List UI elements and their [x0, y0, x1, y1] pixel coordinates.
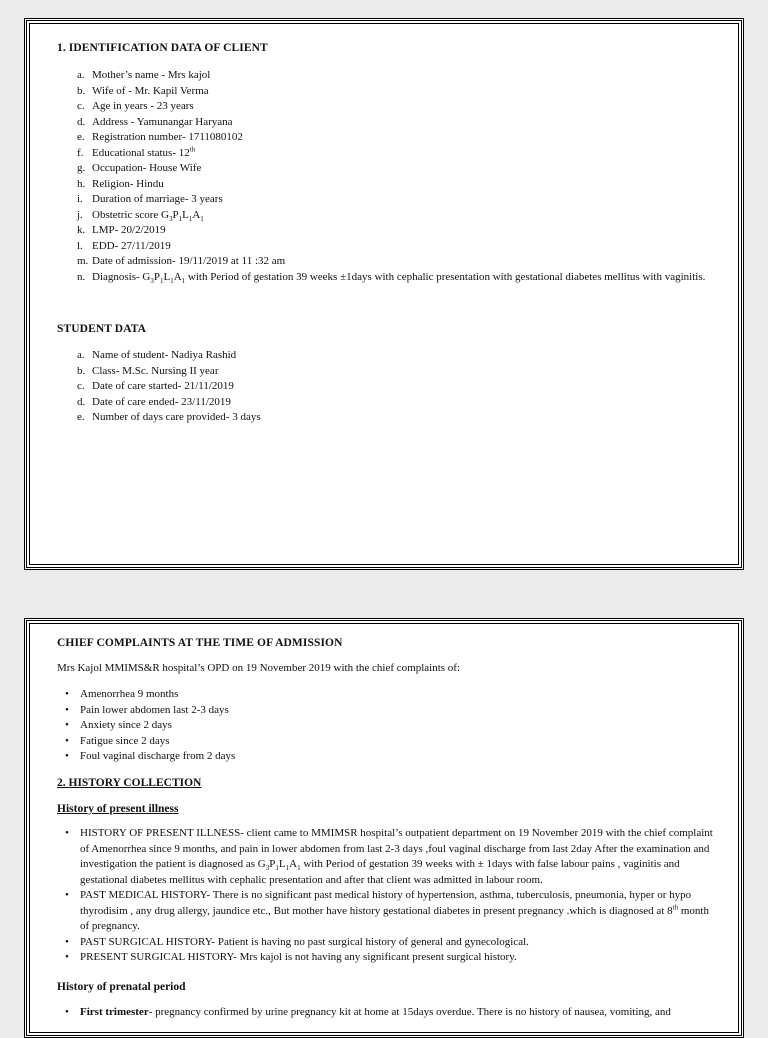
subscript-p: 1 [178, 214, 183, 223]
list-text-main: Occupation- House Wife [92, 162, 202, 174]
list-item [65, 826, 715, 888]
list-item [77, 68, 715, 84]
list-marker: m. [77, 255, 89, 267]
first-trimester-text: - pregnancy confirmed by urine pregnancy kit at home at 15days overdue. There is no history of nausea, vomiting, and [148, 1006, 671, 1018]
superscript: th [189, 144, 196, 153]
list-text: Number of days care provided- 3 days [92, 411, 261, 423]
list-item [77, 99, 715, 115]
list-text-main: Mother’s name - Mrs kajol [92, 69, 211, 81]
superscript: th [672, 902, 679, 911]
list-marker: f. [77, 146, 84, 159]
bullet-icon: • [65, 750, 69, 762]
list-item [77, 348, 715, 364]
subscript-a: 1 [181, 276, 186, 285]
list-text-main: Date of admission- 19/11/2019 at 11 :32 am [92, 255, 286, 267]
subscript-a: 1 [297, 864, 301, 873]
history-text-b: with Period of gestation 39 weeks with ± 1days with false labour pains , vaginitis and gestational diabetes mellitus with cephalic presentation and after that client was admitted in labour room. [80, 858, 680, 886]
list-text [92, 68, 715, 84]
list-item [77, 223, 715, 239]
list-item [77, 84, 715, 100]
list-text-main: Diagnosis- G [92, 270, 151, 283]
list-text-main: Registration number- 1711080102 [92, 131, 243, 143]
list-item [77, 146, 715, 162]
list-text-main: Wife of - Mr. Kapil Verma [92, 84, 209, 97]
list-marker: c. [77, 100, 85, 112]
student-data-title: STUDENT DATA [57, 323, 147, 335]
list-text-main: Obstetric score G [92, 208, 169, 221]
history-text [80, 950, 715, 966]
list-text-main: Age in years - 23 years [92, 100, 194, 112]
complaint-text: Amenorrhea 9 months [80, 688, 179, 700]
complaint-text: Foul vaginal discharge from 2 days [80, 750, 236, 762]
list-item [77, 161, 715, 177]
complaint-text: Anxiety since 2 days [80, 719, 172, 731]
identification-title: 1. IDENTIFICATION DATA OF CLIENT [57, 42, 268, 54]
list-item [77, 192, 715, 208]
list-text [92, 177, 715, 193]
chief-complaints-title: CHIEF COMPLAINTS AT THE TIME OF ADMISSION [57, 637, 343, 649]
history-text-b: month of pregnancy. [80, 904, 709, 932]
list-marker: e. [77, 131, 85, 143]
bullet-icon: • [65, 951, 69, 963]
history-text: HISTORY OF PRESENT ILLNESS- client came to MMIMSR hospital’s outpatient department on 19 November 2019 with the chief complaint of Amenorrhea since 9 months, and pain in lower abdomen from last 2-3 days ,foul vaginal discharge from last 2day After the examination and investigation the patient is diagnosed as $G_3P_1L_1A_1$ with Period of gestation 39 weeks with ± 1days with false labour pains , vaginitis and gestational diabetes mellitus with cephalic presentation and after that client was admitted in labour room. [80, 827, 713, 886]
list-text-main: EDD- 27/11/2019 [92, 239, 171, 252]
subscript-l: 1 [285, 864, 290, 873]
present-illness-title: History of present illness [57, 803, 179, 815]
student-data-list [77, 348, 715, 426]
list-item [77, 395, 715, 411]
list-item [65, 718, 715, 734]
list-marker: d. [77, 395, 86, 408]
subscript-l: 1 [170, 276, 174, 285]
bullet-icon: • [65, 688, 69, 700]
history-text-a: HISTORY OF PRESENT ILLNESS- client came to MMIMSR hospital’s outpatient department on 19 November 2019 with the chief complaint of Amenorrhea since 9 months, and pain in lower abdomen from last 2-3 days ,foul vaginal discharge from last 2day After the examination and investigation the patient is diagnosed as G [80, 827, 713, 870]
list-marker: j. [77, 208, 83, 221]
history-text [80, 935, 715, 951]
list-marker: c. [77, 380, 85, 392]
list-item [65, 935, 715, 951]
list-text [92, 84, 715, 100]
complaint-text: Fatigue since 2 days [80, 734, 170, 747]
history-collection-title: 2. HISTORY COLLECTION [57, 777, 202, 789]
prenatal-history-title: History of prenatal period [57, 981, 186, 993]
list-text [92, 115, 715, 131]
list-text: Name of student- Nadiya Rashid [92, 349, 237, 361]
list-text [92, 254, 715, 270]
list-text-main: Address - Yamunangar Haryana [92, 115, 233, 128]
list-item [77, 130, 715, 146]
history-text-a: PAST MEDICAL HISTORY- There is no significant past medical history of hypertension, asthma, tuberculosis, pneumonia, hyper or hypo thyrodisim , any drug allergy, jaundice etc., But mother have history gestational diabetes in present pregnancy .which is diagnosed at 8 [80, 889, 692, 917]
list-marker: e. [77, 411, 85, 423]
list-text [92, 146, 715, 162]
subscript-g: 3 [168, 214, 173, 223]
list-item [77, 364, 715, 380]
list-item [65, 687, 715, 703]
complaint-text: Pain lower abdomen last 2-3 days [80, 703, 229, 716]
list-item [77, 254, 715, 270]
list-item [65, 703, 715, 719]
bullet-icon: • [65, 889, 69, 901]
chief-complaints-intro: Mrs Kajol MMIMS&R hospital’s OPD on 19 November 2019 with the chief complaints of: [57, 662, 460, 674]
list-item [77, 208, 715, 224]
list-item [65, 888, 715, 935]
list-marker: k. [77, 224, 86, 236]
subscript-g: 3 [265, 864, 270, 873]
list-item [77, 115, 715, 131]
document-page-2 [24, 618, 744, 1038]
history-text [80, 888, 715, 935]
bullet-icon: • [65, 734, 69, 747]
list-text: Date of care ended- 23/11/2019 [92, 395, 231, 408]
list-text: Class- M.Sc. Nursing II year [92, 364, 219, 377]
first-trimester-label: First trimester [80, 1006, 149, 1018]
list-item [77, 177, 715, 193]
list-text [92, 130, 715, 146]
list-text-main: Educational status- 12 [92, 146, 190, 159]
list-marker: b. [77, 84, 86, 97]
list-text [92, 161, 715, 177]
bullet-icon: • [65, 827, 69, 839]
list-text: Date of care started- 21/11/2019 [92, 380, 234, 392]
list-marker: h. [77, 177, 86, 190]
trimester-list [65, 1005, 715, 1021]
history-text-a: PAST SURGICAL HISTORY- Patient is having no past surgical history of general and gynecological. [80, 935, 529, 948]
list-text-main: LMP- 20/2/2019 [92, 224, 166, 236]
bullet-icon: • [65, 719, 69, 731]
list-item [77, 410, 715, 426]
list-item [77, 270, 715, 286]
subscript-p: 1 [275, 864, 279, 873]
list-text [92, 192, 715, 208]
list-text [92, 99, 715, 115]
list-marker: a. [77, 349, 85, 361]
list-text [92, 223, 715, 239]
list-item [77, 239, 715, 255]
list-text-main: Religion- Hindu [92, 177, 164, 190]
list-marker: a. [77, 69, 85, 81]
list-text: Obstetric score $G_3P_1L_1A_1$ [92, 208, 204, 223]
bullet-icon: • [65, 935, 69, 948]
bullet-icon: • [65, 703, 69, 716]
history-text-a: PRESENT SURGICAL HISTORY- Mrs kajol is not having any significant present surgical history. [80, 951, 517, 963]
list-item [65, 950, 715, 966]
list-marker: b. [77, 364, 86, 377]
complaints-list [65, 687, 715, 765]
list-text: Diagnosis- $G_3P_1L_1A_1$ with Period of gestation 39 weeks ±1days with cephalic presentation with gestational diabetes mellitus with vaginitis. [92, 270, 706, 285]
list-item [65, 734, 715, 750]
list-marker: i. [77, 193, 83, 205]
subscript-a: 1 [200, 214, 204, 223]
identification-list [77, 68, 715, 285]
subscript-p: 1 [159, 276, 164, 285]
document-page-1 [24, 18, 744, 570]
list-text [92, 239, 715, 255]
list-item [65, 749, 715, 765]
list-item [65, 1005, 715, 1021]
list-text-main: Duration of marriage- 3 years [92, 193, 223, 205]
list-marker: g. [77, 162, 86, 174]
diagnosis-text: with Period of gestation 39 weeks ±1days with cephalic presentation with gestational diabetes mellitus with vaginitis. [185, 270, 706, 283]
list-marker: n. [77, 270, 86, 283]
subscript-g: 3 [150, 276, 154, 285]
list-marker: l. [77, 239, 83, 252]
list-marker: d. [77, 115, 86, 128]
list-item [77, 379, 715, 395]
subscript-l: 1 [188, 214, 193, 223]
history-list [65, 826, 715, 966]
bullet-icon: • [65, 1006, 69, 1018]
